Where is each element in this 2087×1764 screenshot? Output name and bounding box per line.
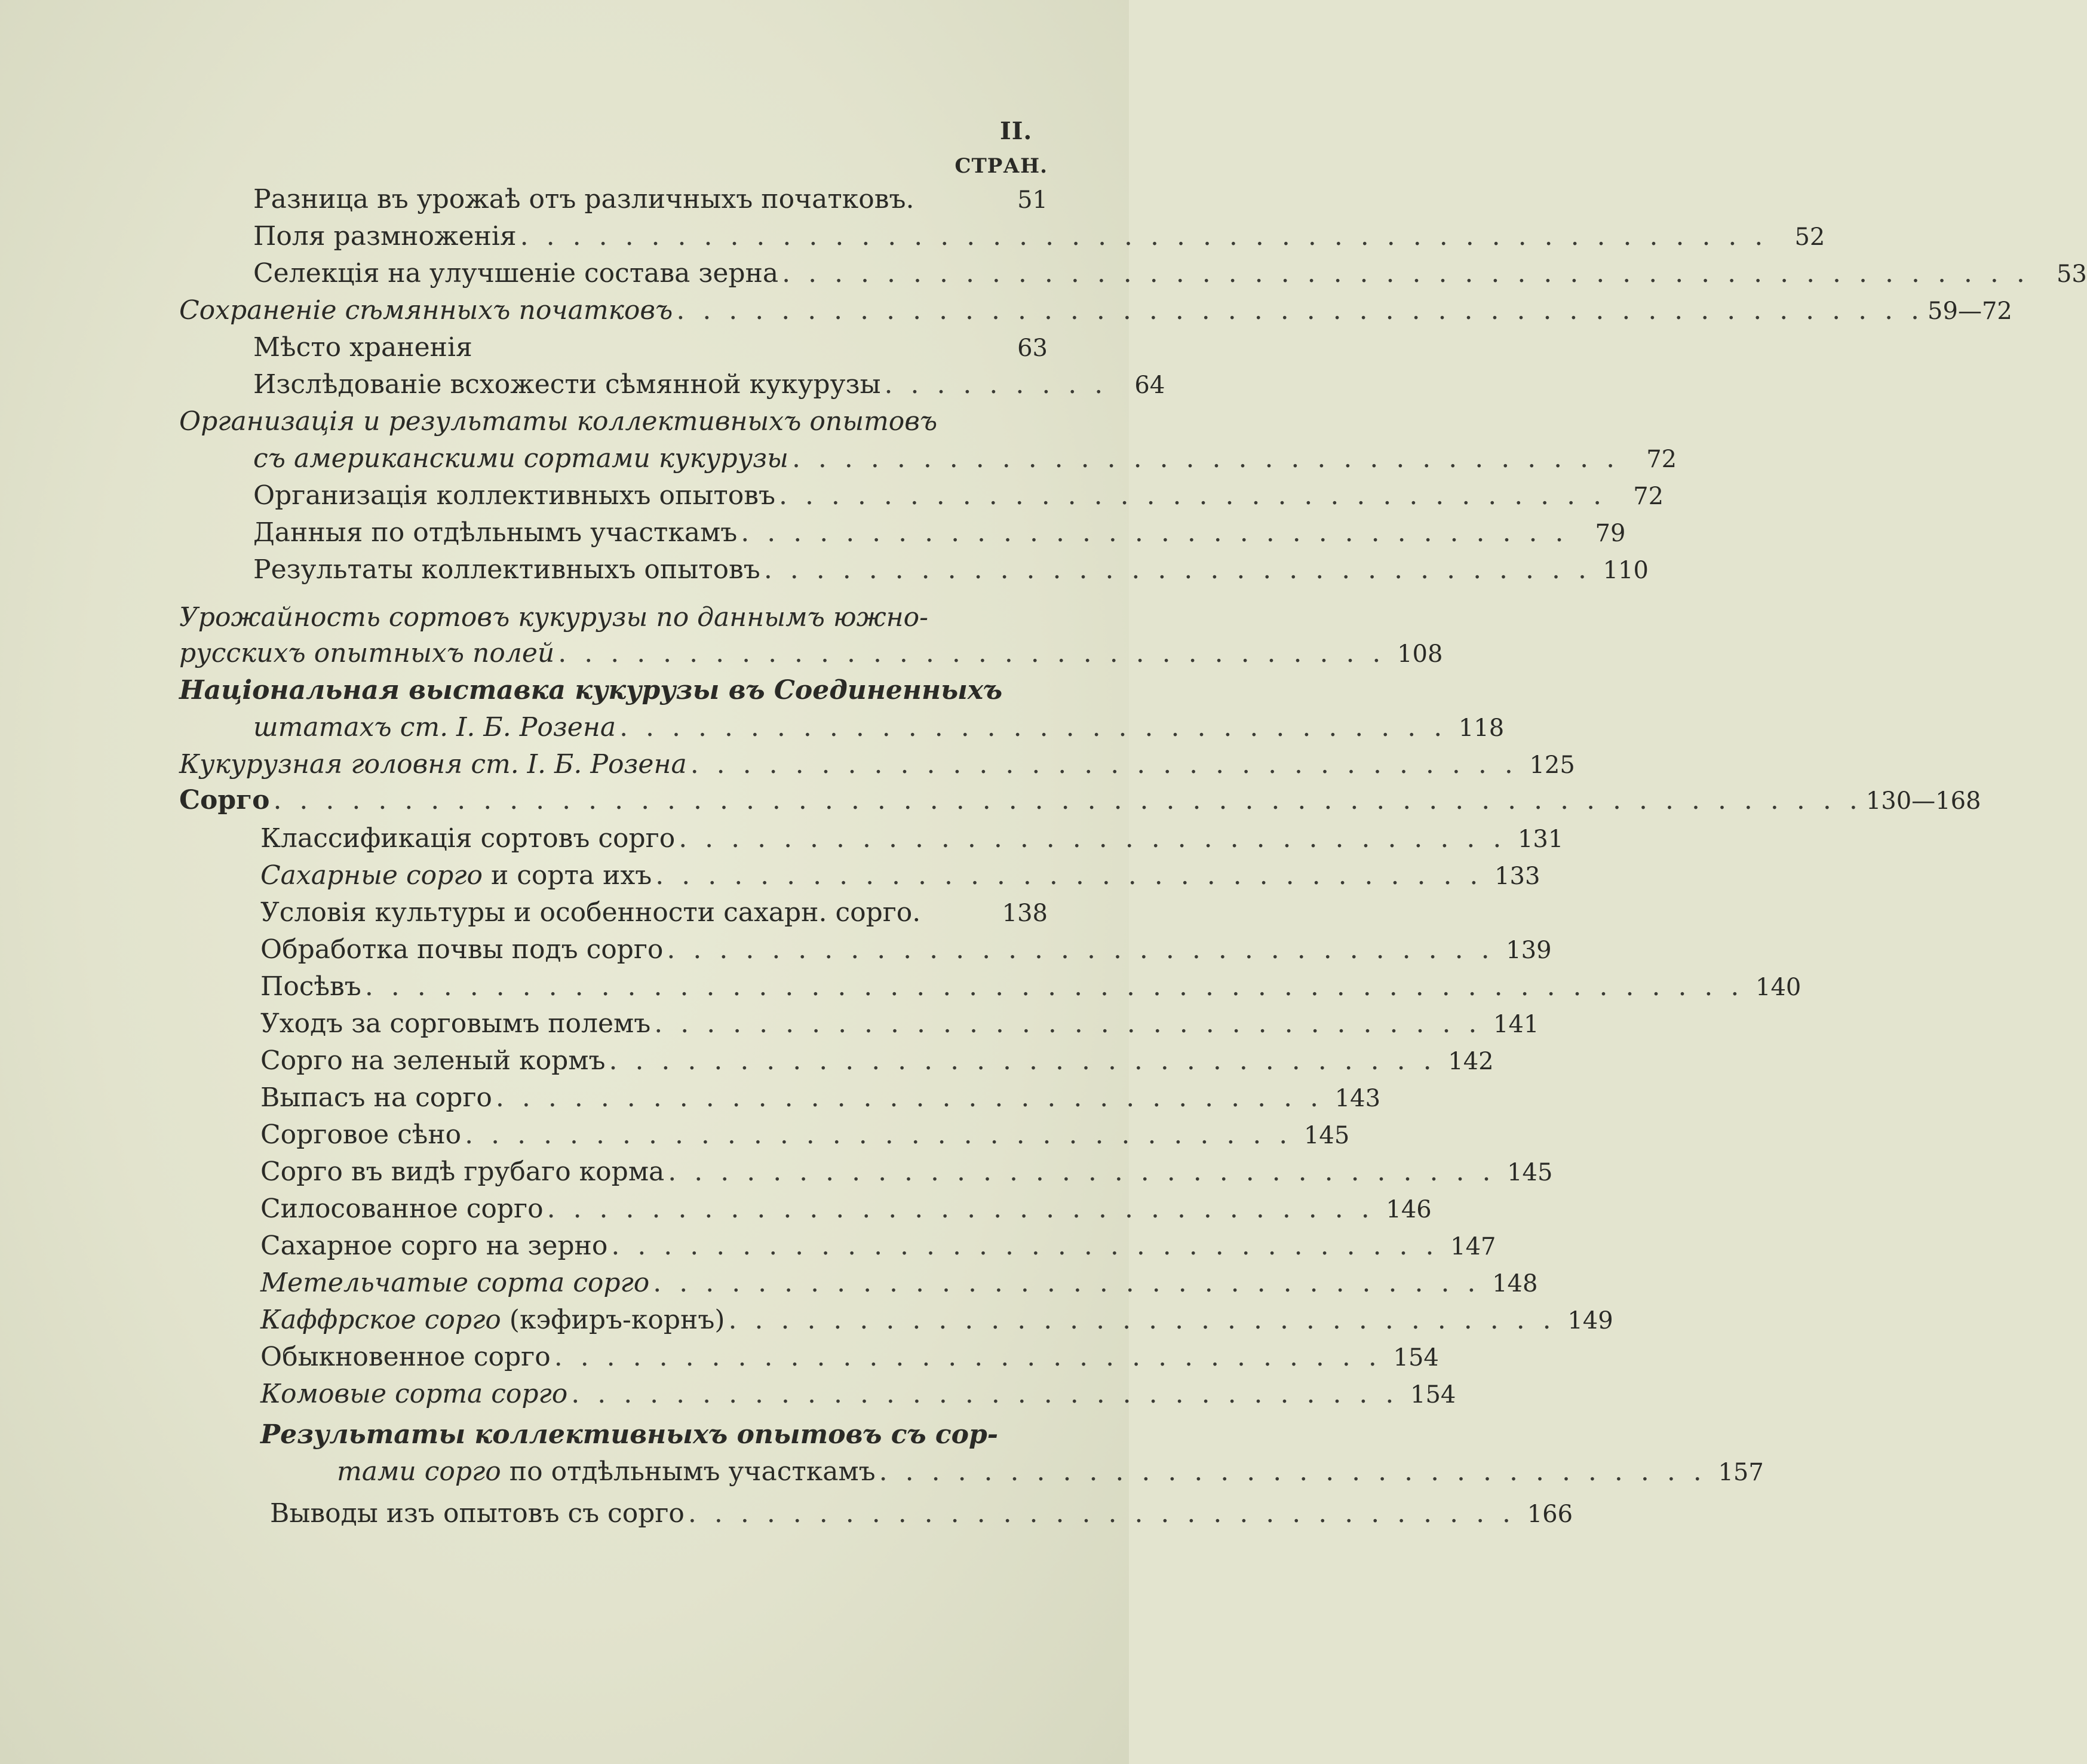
toc-entry-page: 143 <box>1334 1085 1381 1112</box>
toc-entry-title: Выпасъ на сорго <box>260 1082 492 1113</box>
dot-leader: . . . . . . . . . . . . . . . . . . . . . . . . . . . . . . . . <box>728 1305 1556 1335</box>
toc-entry <box>260 1154 1553 1190</box>
toc-entry-title: Результаты коллективныхъ опытовъ <box>253 554 760 585</box>
toc-entry-title: Урожайность сортовъ кукурузы по даннымъ южно- <box>179 602 928 633</box>
toc-entry <box>260 895 1048 931</box>
dot-leader: . . . . . . . . . . . . . . . . . . . . . . . . . . . . . . . . <box>619 712 1447 743</box>
dot-leader: . . . . . . . . . . . . . . . . . . . . . . . . . . . . . . . . <box>611 1231 1439 1261</box>
toc-entry <box>253 710 1505 746</box>
toc-entry <box>179 747 1575 783</box>
toc-entry-title: штатахъ ст. І. Б. Розена <box>253 712 616 743</box>
dot-leader: . . . . . . . . . . . . . . . . . . . . . . . . . . . . . . . . <box>655 860 1483 891</box>
toc-entry-title: Организація коллективныхъ опытовъ <box>253 480 775 511</box>
toc-entry-title: Сорго на зеленый кормъ <box>260 1045 606 1076</box>
dot-leader: . . . . . . . . . . . . . . . . . . . . . . . . . . . . . . . . <box>571 1379 1399 1409</box>
toc-entry <box>260 1191 1432 1227</box>
toc-entry <box>260 969 1801 1005</box>
toc-entry-title: Силосованное сорго <box>260 1194 544 1224</box>
toc-entry-title-italic: тами сорго <box>337 1456 501 1487</box>
toc-entry-title: Результаты коллективныхъ опытовъ съ сор- <box>260 1419 999 1450</box>
toc-entry-page: 140 <box>1755 974 1801 1001</box>
toc-entry-page: 63 <box>1017 335 1048 362</box>
toc-entry-title: Обработка почвы подъ сорго <box>260 934 664 965</box>
toc-entry-page: 133 <box>1494 863 1540 890</box>
toc-entry-page: 51 <box>1017 186 1048 214</box>
toc-entry <box>260 821 1564 857</box>
toc-entry-title <box>260 1302 725 1338</box>
toc-entry-title: Метельчатые сорта сорго <box>260 1268 650 1298</box>
toc-entry-page: 108 <box>1397 640 1443 668</box>
toc-entry-page: 148 <box>1492 1270 1538 1297</box>
toc-entry <box>253 515 1626 551</box>
toc-entry <box>179 636 1443 671</box>
dot-leader: . . . . . . . . . . . . . . . . . . . . . . . . . . . . . . . . <box>554 1342 1382 1372</box>
toc-entry-page: 146 <box>1386 1196 1432 1223</box>
dot-leader: . . . . . . . . . . . . . . . . . . . . . . . . . . . . . . . . <box>688 1498 1516 1529</box>
toc-entry-page: 139 <box>1506 937 1552 964</box>
toc-entry <box>253 219 1825 254</box>
toc-entry <box>179 600 1048 636</box>
toc-entry <box>253 478 1664 514</box>
toc-entry-title: Выводы изъ опытовъ съ сорго <box>270 1498 685 1529</box>
toc-entry-title-italic: Сахарные сорго <box>260 860 483 891</box>
toc-entry <box>260 1339 1439 1375</box>
dot-leader: . . . . . . . . . <box>884 369 1108 400</box>
toc-entry-title: Мѣсто храненія <box>253 332 472 363</box>
dot-leader: . . . . . . . . . . . . . . . . . . . . . . . . . . . . . . . . . . . . . . . . . . . . . . . . . . . . . <box>364 971 1744 1002</box>
toc-entry-page: 149 <box>1567 1307 1613 1334</box>
toc-entry-page: 145 <box>1303 1122 1350 1149</box>
toc-entry <box>337 1454 1764 1490</box>
toc-entry <box>179 404 1048 440</box>
toc-entry <box>253 441 1677 477</box>
dot-leader: . . . . . . . . . . . . . . . . . . . . . . . . . . . . . . . . <box>547 1194 1374 1224</box>
dot-leader: . . . . . . . . . . . . . . . . . . . . . . . . . . . . . . . . . . . . . . . . . . . . . . . . <box>520 221 1768 251</box>
dot-leader: . . . . . . . . . . . . . . . . . . . . . . . . . . . . . . . . <box>609 1045 1437 1076</box>
toc-entry-title <box>260 858 652 894</box>
toc-entry <box>179 673 1048 708</box>
toc-entry-page: 130—168 <box>1865 787 1981 815</box>
page-number: II. <box>1000 117 1033 145</box>
toc-entry-title: Организація и результаты коллективныхъ опытовъ <box>179 406 938 437</box>
toc-entry <box>260 1006 1539 1042</box>
toc-entry <box>260 1117 1350 1153</box>
dot-leader: . . . . . . . . . . . . . . . . . . . . . . . . . . . . . . . . <box>690 749 1518 780</box>
toc-entry <box>270 1496 1573 1532</box>
toc-entry-title: Изслѣдованіе всхожести сѣмянной кукурузы <box>253 369 881 400</box>
dot-leader: . . . . . . . . . . . . . . . . . . . . . . . . . . . . . . . . . . . . . . . . . . . . . . . . <box>676 295 1925 326</box>
toc-entry-page: 110 <box>1603 557 1649 584</box>
dot-leader: . . . . . . . . . . . . . . . . . . . . . . . . . . . . . . . . <box>791 443 1620 474</box>
toc-entry <box>260 1302 1613 1338</box>
dot-leader: . . . . . . . . . . . . . . . . . . . . . . . . . . . . . . . . <box>763 554 1591 585</box>
toc-entry <box>253 182 1048 217</box>
toc-entry <box>253 552 1649 588</box>
toc-entry-page: 154 <box>1410 1381 1456 1409</box>
toc-entry-title: Уходъ за сорговымъ полемъ <box>260 1008 651 1039</box>
dot-leader: . . . . . . . . . . . . . . . . . . . . . . . . . . . . . . . . . . . . . . . . . . . . . . . . <box>782 258 2030 289</box>
toc-entry-title: Условія культуры и особенности сахарн. сорго. <box>260 897 921 928</box>
toc-entry-title: Селекція на улучшеніе состава зерна <box>253 258 779 289</box>
toc-entry-title-italic: Каффрское сорго <box>260 1305 501 1335</box>
dot-leader: . . . . . . . . . . . . . . . . . . . . . . . . . . . . . . . . <box>668 1156 1496 1187</box>
toc-entry-title: Комовые сорта сорго <box>260 1379 568 1409</box>
dot-leader: . . . . . . . . . . . . . . . . . . . . . . . . . . . . . . . . <box>667 934 1494 965</box>
toc-entry-page: 142 <box>1448 1048 1494 1075</box>
dot-leader: . . . . . . . . . . . . . . . . . . . . . . . . . . . . . . . . <box>465 1119 1293 1150</box>
toc-entry-page: 157 <box>1718 1459 1764 1486</box>
toc-entry-title: Сорго въ видѣ грубаго корма <box>260 1156 665 1187</box>
page-column-header: СТРАН. <box>955 154 1048 178</box>
toc-entry-title: Кукурузная головня ст. І. Б. Розена <box>179 749 687 780</box>
toc-entry-page: 52 <box>1794 223 1825 251</box>
toc-entry <box>179 293 2012 329</box>
toc-entry <box>260 1265 1538 1301</box>
toc-entry <box>253 330 1048 366</box>
toc-entry-title: Посѣвъ <box>260 971 361 1002</box>
toc-entry-page: 125 <box>1529 751 1575 779</box>
toc-entry-page: 138 <box>1002 900 1048 927</box>
toc-entry <box>253 367 1165 403</box>
dot-leader: . . . . . . . . . . . . . . . . . . . . . . . . . . . . . . . . <box>653 1268 1481 1298</box>
dot-leader: . . . . . . . . . . . . . . . . . . . . . . . . . . . . . . . . <box>741 517 1569 548</box>
dot-leader: . . . . . . . . . . . . . . . . . . . . . . . . . . . . . . . . <box>879 1456 1707 1487</box>
toc-entry-title: Обыкновенное сорго <box>260 1342 551 1372</box>
toc-entry-title: Классификація сортовъ сорго <box>260 823 676 854</box>
toc-entry <box>260 1043 1494 1079</box>
toc-entry-title: Національная выставка кукурузы въ Соединенныхъ <box>179 675 1003 705</box>
dot-leader: . . . . . . . . . . . . . . . . . . . . . . . . . . . . . . . . . . . . . . . . . . . . . . . . . . . . . . . . . . . . . <box>273 785 1862 815</box>
toc-entry-title: Сорго <box>179 785 270 815</box>
toc-entry <box>260 1376 1456 1412</box>
toc-entry <box>260 1228 1496 1264</box>
toc-entry-title: Сохраненіе сѣмянныхъ початковъ <box>179 295 673 326</box>
toc-entry <box>260 932 1552 968</box>
toc-entry-title: съ американскими сортами кукурузы <box>253 443 788 474</box>
dot-leader: . . . . . . . . . . . . . . . . . . . . . . . . . . . . . . . . <box>558 638 1386 668</box>
toc-entry-page: 79 <box>1595 520 1626 547</box>
toc-entry <box>260 858 1540 894</box>
toc-entry-page: 53 <box>2056 260 2087 288</box>
toc-entry-title: русскихъ опытныхъ полей <box>179 638 555 668</box>
toc-entry-title: Сахарное сорго на зерно <box>260 1231 608 1261</box>
toc-entry-page: 118 <box>1458 714 1505 742</box>
toc-entry-title: Данныя по отдѣльнымъ участкамъ <box>253 517 738 548</box>
toc-entry-title-extra: (кэфиръ-корнъ) <box>501 1305 725 1335</box>
toc-entry-title-extra: и сорта ихъ <box>482 860 652 891</box>
toc-entry-title <box>337 1454 876 1490</box>
toc-entry <box>260 1080 1381 1116</box>
toc-entry-title-extra: по отдѣльнымъ участкамъ <box>501 1456 876 1487</box>
toc-entry <box>179 783 1981 818</box>
toc-entry-page: 72 <box>1633 483 1664 510</box>
toc-entry-page: 141 <box>1493 1011 1539 1038</box>
toc-entry-page: 145 <box>1507 1159 1553 1186</box>
toc-entry-page: 166 <box>1527 1501 1573 1528</box>
toc-entry <box>253 256 2087 292</box>
dot-leader: . . . . . . . . . . . . . . . . . . . . . . . . . . . . . . . . <box>495 1082 1324 1113</box>
toc-entry-page: 131 <box>1517 826 1564 853</box>
toc-entry-page: 72 <box>1646 446 1677 473</box>
toc-entry-title: Разница въ урожаѣ отъ различныхъ початковъ. <box>253 184 914 214</box>
dot-leader: . . . . . . . . . . . . . . . . . . . . . . . . . . . . . . . . <box>654 1008 1482 1039</box>
toc-entry-title: Поля размноженія <box>253 221 517 251</box>
dot-leader: . . . . . . . . . . . . . . . . . . . . . . . . . . . . . . . . <box>778 480 1607 511</box>
toc-entry-page: 59—72 <box>1928 297 2012 325</box>
toc-entry-title: Сорговое сѣно <box>260 1119 462 1150</box>
toc-entry-page: 147 <box>1450 1233 1496 1260</box>
toc-entry-page: 154 <box>1393 1344 1439 1372</box>
toc-entry <box>260 1417 1048 1453</box>
dot-leader: . . . . . . . . . . . . . . . . . . . . . . . . . . . . . . . . <box>679 823 1506 854</box>
toc-entry-page: 64 <box>1134 372 1165 399</box>
